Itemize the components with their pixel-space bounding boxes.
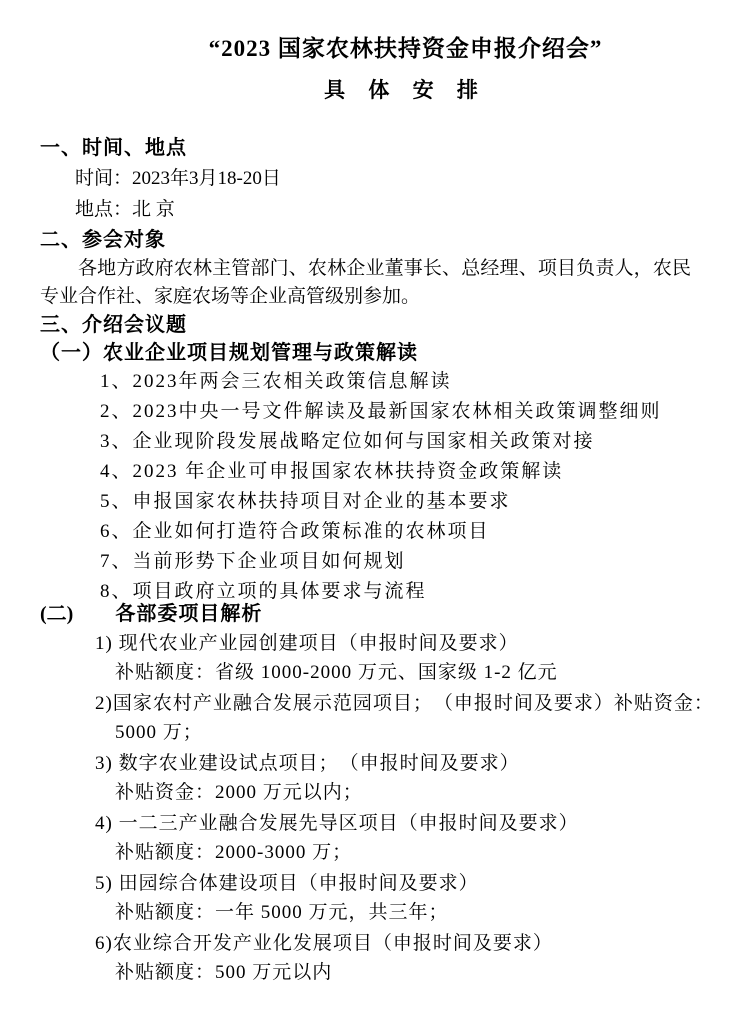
project-item	[40, 689, 714, 747]
agenda-item: 4、2023 年企业可申报国家农林扶持资金政策解读	[100, 461, 564, 482]
project-item	[40, 929, 691, 987]
participants-paragraph: 各地方政府农林主管部门、农林企业董事长、总经理、项目负责人，农民专业合作社、家庭农场等企业高管级别参加。	[40, 258, 691, 307]
project-subsidy-line: 补贴额度：省级 1000-2000 万元、国家级 1-2 亿元	[115, 662, 558, 683]
project-subsidy-line: 补贴额度：2000-3000 万；	[115, 842, 353, 863]
section-heading-participants: 二、参会对象	[40, 229, 166, 251]
agenda-item: 1、2023年两会三农相关政策信息解读	[100, 371, 452, 392]
project-title-line: 3) 数字农业建设试点项目； （申报时间及要求）	[95, 753, 520, 774]
agenda-item: 8、项目政府立项的具体要求与流程	[100, 581, 427, 602]
project-title-line: 2)国家农村产业融合发展示范园项目； （申报时间及要求）补贴资金：	[95, 693, 714, 714]
project-title-line: 5) 田园综合体建设项目（申报时间及要求）	[95, 873, 479, 894]
agenda-item: 2、2023中央一号文件解读及最新国家农林相关政策调整细则	[100, 401, 662, 422]
location-line: 地点：北 京	[75, 199, 175, 220]
project-item	[40, 749, 691, 807]
agenda-item: 6、企业如何打造符合政策标准的农林项目	[100, 521, 490, 542]
project-title-line: 4) 一二三产业融合发展先导区项目（申报时间及要求）	[95, 813, 579, 834]
part1-heading: （一）农业企业项目规划管理与政策解读	[40, 342, 418, 364]
document-subtitle: 具 体 安 排	[324, 78, 487, 102]
project-item	[40, 809, 691, 867]
project-subsidy-line: 补贴资金：2000 万元以内；	[115, 782, 363, 803]
project-title-line: 6)农业综合开发产业化发展项目（申报时间及要求）	[95, 933, 553, 954]
part2-title: 各部委项目解析	[115, 603, 263, 625]
project-title-line: 1) 现代农业产业园创建项目（申报时间及要求）	[95, 633, 519, 654]
project-subsidy-line: 补贴额度：一年 5000 万元，共三年；	[115, 902, 449, 923]
project-item	[40, 869, 691, 927]
part2-label: (二)	[40, 603, 74, 625]
time-line: 时间：2023年3月18-20日	[75, 168, 281, 189]
project-item	[40, 629, 691, 687]
project-subsidy-line: 补贴额度：500 万元以内	[115, 962, 333, 983]
project-subsidy-line: 5000 万；	[115, 722, 203, 743]
agenda-item: 3、企业现阶段发展战略定位如何与国家相关政策对接	[100, 431, 595, 452]
section-heading-agenda: 三、介绍会议题	[40, 314, 187, 336]
agenda-item: 5、申报国家农林扶持项目对企业的基本要求	[100, 491, 511, 512]
agenda-item: 7、当前形势下企业项目如何规划	[100, 551, 406, 572]
section-heading-time-location: 一、时间、地点	[40, 137, 187, 159]
document-title: “2023 国家农林扶持资金申报介绍会”	[208, 36, 603, 61]
